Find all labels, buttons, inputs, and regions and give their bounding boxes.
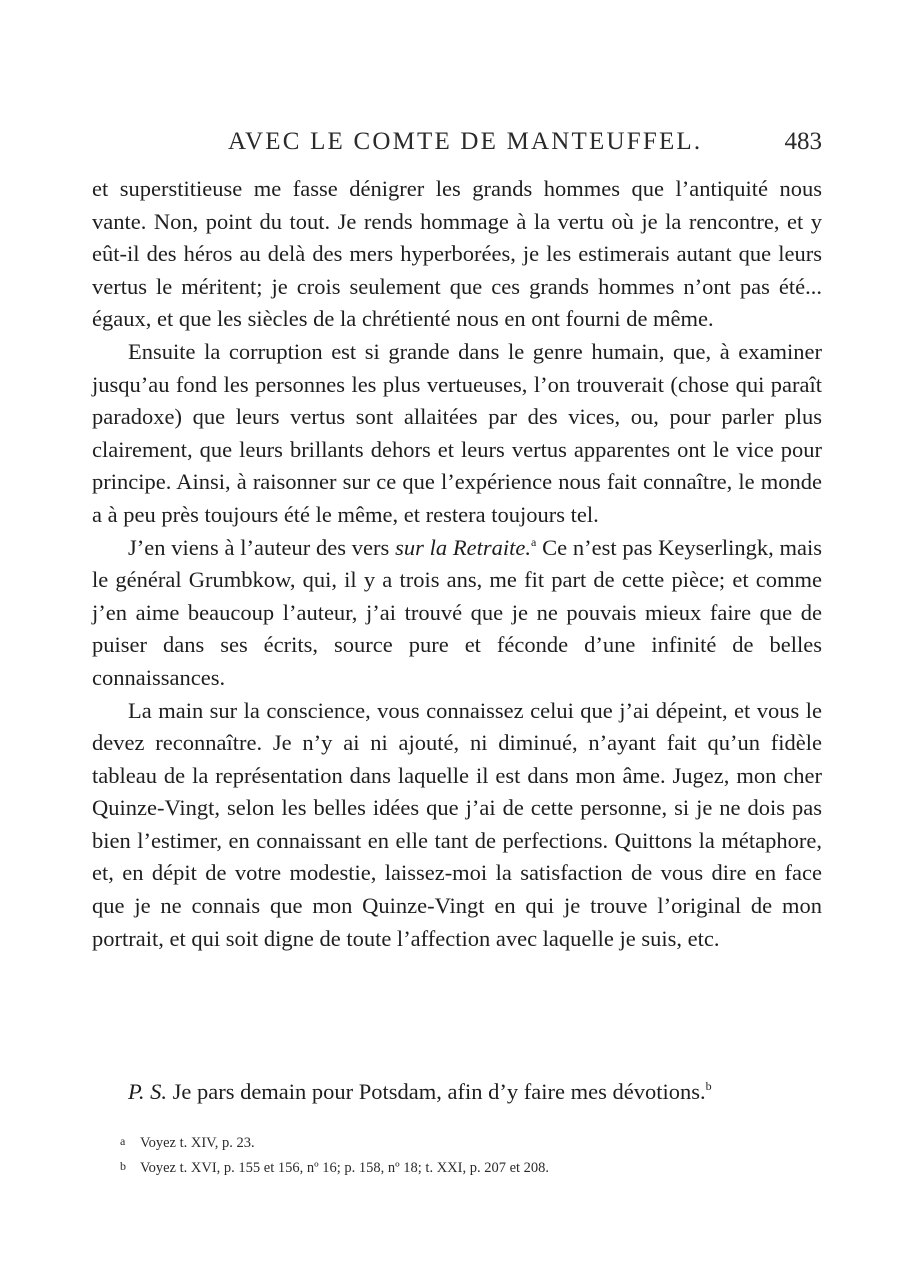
paragraph-3 bbox=[92, 532, 822, 695]
page-number: 483 bbox=[784, 128, 822, 155]
footnote-ref-a: a bbox=[530, 534, 537, 549]
page-header bbox=[92, 128, 822, 168]
postscript-text: Je pars demain pour Potsdam, afin d’y faire mes dévotions. bbox=[166, 1079, 706, 1104]
footnote-a-mark: a bbox=[120, 1134, 126, 1148]
paragraph-3-text-after: Ce n’est pas Keyserlingk, mais le général Grumbkow, qui, il y a trois ans, me fit part de cette pièce; et comme j’en aime beaucoup l’auteur, j’ai trouvé que je ne pouvais mieux faire que de puiser dans ses écrits, source pure et féconde d’une infinité de belles connaissances. bbox=[92, 534, 822, 690]
footnote-b-text: Voyez t. XVI, p. 155 et 156, nº 16; p. 158, nº 18; t. XXI, p. 207 et 208. bbox=[140, 1160, 550, 1176]
footnote-ref-b: b bbox=[705, 1079, 712, 1093]
letter-body bbox=[92, 173, 822, 955]
footnote-a bbox=[120, 1130, 760, 1155]
footnotes bbox=[120, 1130, 760, 1180]
paragraph-3-text-before: J’en viens à l’auteur des vers bbox=[128, 534, 396, 560]
footnote-a-text: Voyez t. XIV, p. 23. bbox=[140, 1135, 255, 1151]
footnote-b bbox=[120, 1155, 760, 1180]
running-title: AVEC LE COMTE DE MANTEUFFEL. bbox=[228, 128, 703, 155]
postscript-label: P. S. bbox=[128, 1079, 167, 1104]
paragraph-4: La main sur la conscience, vous connaissez celui que j’ai dépeint, et vous le devez reconnaître. Je n’y ai ni ajouté, ni diminué, n’ayant fait qu’un fidèle tableau de la représentation dans laquelle il est dans mon âme. Jugez, mon cher Quinze-Vingt, selon les belles idées que j’ai de cette personne, si je ne dois pas bien l’estimer, en connaissant en elle tant de perfections. Quittons la métaphore, et, en dépit de votre modestie, laissez-moi la satisfaction de vous dire en face que je ne connais que mon Quinze-Vingt en qui je trouve l’original de mon portrait, et qui soit digne de toute l’affection avec laquelle je suis, etc. bbox=[92, 697, 822, 951]
paragraph-1: et superstitieuse me fasse dénigrer les grands hommes que l’antiquité nous vante. Non, point du tout. Je rends hommage à la vertu où je la rencontre, et y eût-il des héros au delà des mers hyperborées, je les estimerais autant que leurs vertus le méritent; je crois seulement que ces grands hommes n’ont pas été... égaux, et que les siècles de la chrétienté nous en ont fourni de même. bbox=[92, 176, 822, 332]
paragraph-2: Ensuite la corruption est si grande dans le genre humain, que, à examiner jusqu’au fond les personnes les plus vertueuses, l’on trouverait (chose qui paraît paradoxe) que leurs vertus sont allaitées par des vices, ou, pour parler plus clairement, que leurs brillants dehors et leurs vertus apparentes ont le vice pour principe. Ainsi, à raisonner sur ce que l’expérience nous fait connaître, le monde a à peu près toujours été le même, et restera toujours tel. bbox=[92, 338, 822, 527]
postscript bbox=[128, 1079, 828, 1105]
footnote-b-mark: b bbox=[120, 1159, 126, 1173]
poem-title-italic: sur la Retraite. bbox=[395, 534, 531, 560]
